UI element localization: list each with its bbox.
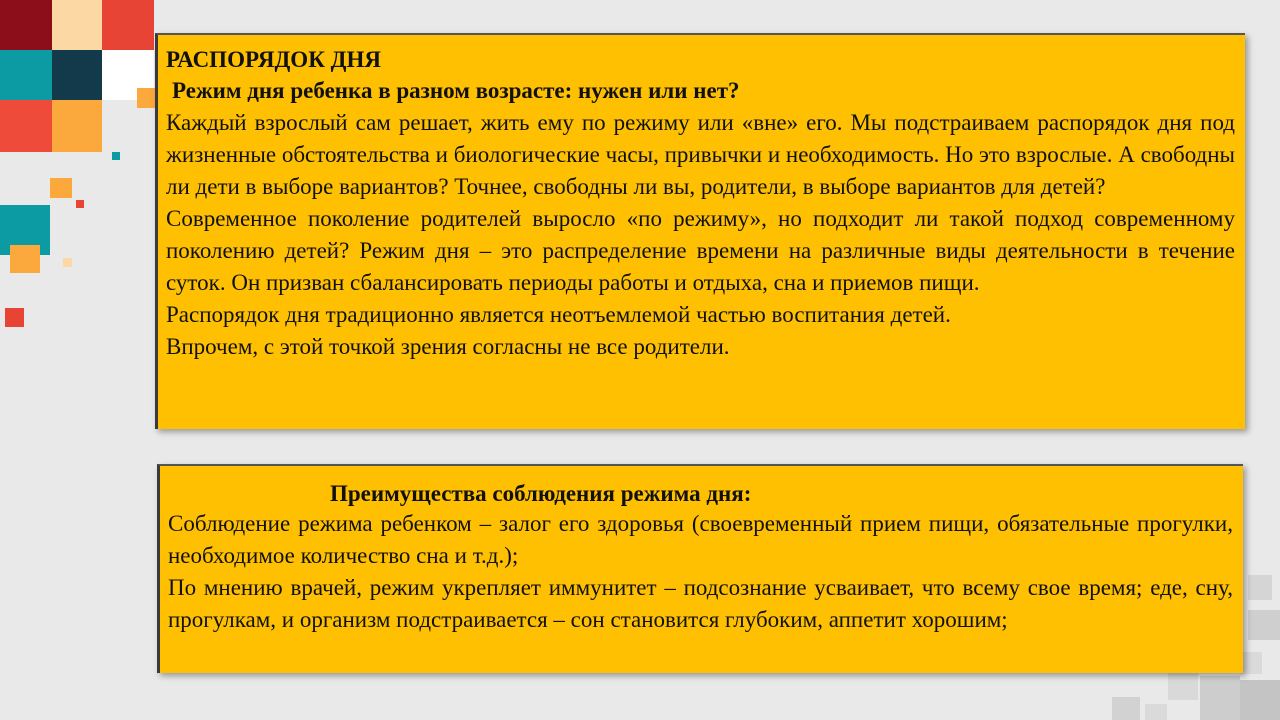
decor-square <box>10 245 40 273</box>
paragraph: Каждый взрослый сам решает, жить ему по режиму или «вне» его. Мы подстраиваем распорядок дня под жизненные обстоятельства и биологические часы, привычки и необходимость. Но это взрослые. А свободны ли дети в выборе вариантов? Точнее, свободны ли вы, родители, в выборе вариантов для детей? <box>166 110 1235 199</box>
decor-square <box>1145 704 1167 720</box>
slide-title: РАСПОРЯДОК ДНЯ <box>166 47 381 72</box>
decor-square <box>0 50 52 100</box>
paragraph: Распорядок дня традиционно является неотъемлемой частью воспитания детей. <box>166 302 951 327</box>
decor-square <box>112 152 120 160</box>
decor-square <box>102 0 154 50</box>
slide-subtitle: Режим дня ребенка в разном возрасте: нужен или нет? <box>172 78 740 103</box>
paragraph: Впрочем, с этой точкой зрения согласны не все родители. <box>166 334 730 359</box>
decor-square <box>1112 697 1140 720</box>
decor-square <box>5 308 24 327</box>
decor-square <box>52 50 102 100</box>
decor-square <box>63 258 72 267</box>
paragraph: По мнению врачей, режим укрепляет иммунитет – подсознание усваивает, что всему свое время; еде, сну, прогулкам, и организм подстраивается – сон становится глубоким, аппетит хорошим; <box>168 575 1233 632</box>
decor-square <box>1200 676 1240 720</box>
decor-square <box>137 88 155 108</box>
decor-square <box>76 200 84 208</box>
decor-square <box>0 0 52 50</box>
advantages-heading: Преимущества соблюдения режима дня: <box>330 481 752 506</box>
paragraph: Современное поколение родителей выросло «по режиму», но подходит ли такой подход современному поколению детей? Режим дня – это распределение времени на различные виды деятельности в течение суток. Он призван сбалансировать периоды работы и отдыха, сна и приемов пищи. <box>166 206 1235 295</box>
decor-square <box>1248 575 1272 600</box>
decor-square <box>50 178 72 198</box>
decor-square <box>0 100 52 152</box>
intro-text-panel <box>155 33 1245 429</box>
decor-square <box>1240 652 1262 674</box>
advantages-panel <box>157 464 1243 673</box>
decor-square <box>52 100 102 152</box>
decor-square <box>1240 680 1280 720</box>
decor-square <box>52 0 102 50</box>
decor-square <box>1248 610 1280 640</box>
paragraph: Соблюдение режима ребенком – залог его здоровья (своевременный прием пищи, обязательные прогулки, необходимое количество сна и т.д.); <box>168 511 1233 568</box>
